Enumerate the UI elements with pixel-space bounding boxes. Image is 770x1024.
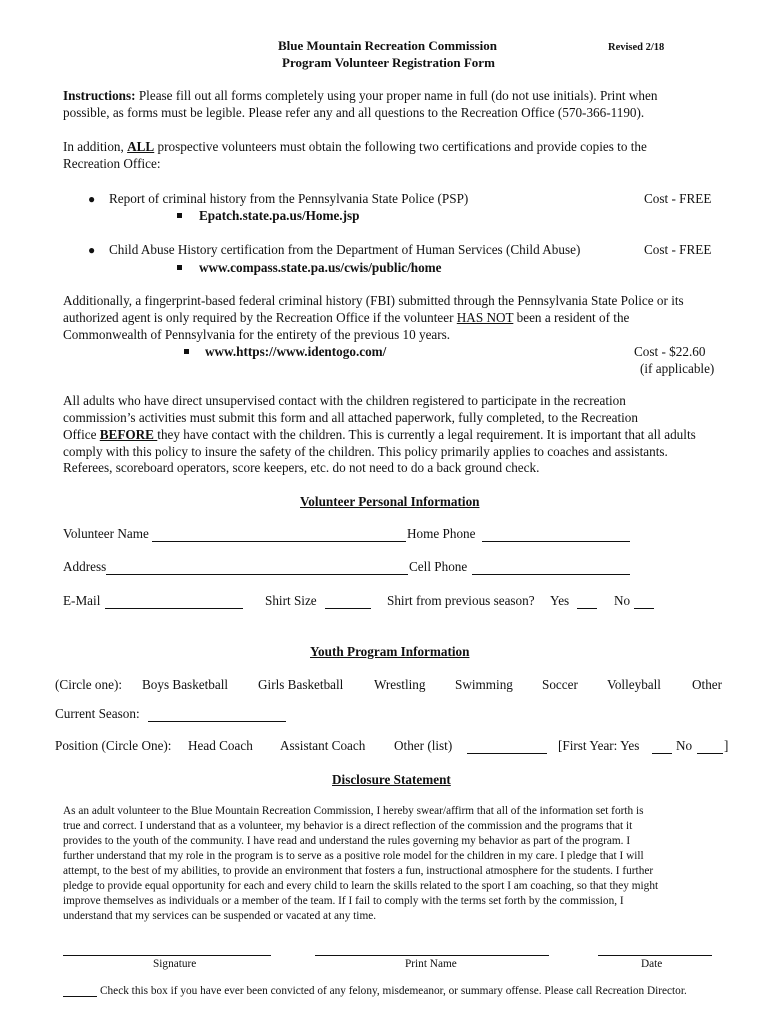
date-field[interactable] bbox=[598, 955, 712, 956]
position-head-coach[interactable]: Head Coach bbox=[188, 738, 253, 753]
adults-line-5: Referees, scoreboard operators, score keepers, etc. do not need to do a back ground check. bbox=[63, 460, 540, 475]
shirt-prev-yes-label: Yes bbox=[550, 593, 570, 608]
program-volleyball[interactable]: Volleyball bbox=[607, 677, 661, 692]
adults-line-3-post: they have contact with the children. This is currently a legal requirement. It is important that all adults bbox=[157, 427, 696, 442]
shirt-prev-yes-field[interactable] bbox=[577, 608, 597, 609]
email-label: E-Mail bbox=[63, 593, 101, 608]
adults-line-1: All adults who have direct unsupervised contact with the children registered to participate in the recreation bbox=[63, 393, 626, 408]
youth-heading: Youth Program Information bbox=[310, 644, 470, 659]
position-other-field[interactable] bbox=[467, 753, 547, 754]
position-label: Position (Circle One): bbox=[55, 738, 172, 753]
fbi-has-not: HAS NOT bbox=[456, 310, 514, 325]
cert-psp-cost: Cost - FREE bbox=[644, 191, 712, 206]
current-season-field[interactable] bbox=[148, 721, 286, 722]
shirt-prev-label: Shirt from previous season? bbox=[387, 593, 535, 608]
addition-line-1 bbox=[63, 139, 647, 155]
bullet-icon: ● bbox=[88, 243, 96, 257]
addition-pre: In addition, bbox=[63, 139, 128, 154]
adults-line-4: comply with this policy to insure the safety of the children. This policy primarily applies to coaches and assistants. bbox=[63, 444, 668, 459]
instructions-text: Please fill out all forms completely using your proper name in full (do not use initials). Print when bbox=[135, 88, 658, 103]
volunteer-name-field[interactable] bbox=[152, 541, 406, 542]
home-phone-label: Home Phone bbox=[407, 526, 476, 541]
adults-before: BEFORE bbox=[99, 427, 158, 442]
date-label: Date bbox=[641, 958, 663, 970]
print-name-label: Print Name bbox=[405, 958, 457, 970]
org-name: Blue Mountain Recreation Commission bbox=[278, 38, 497, 53]
cert-child-abuse-cost: Cost - FREE bbox=[644, 242, 712, 257]
address-label: Address bbox=[63, 559, 107, 574]
fbi-line-2-post: been a resident of the bbox=[513, 310, 630, 325]
program-swimming[interactable]: Swimming bbox=[455, 677, 513, 692]
addition-post: prospective volunteers must obtain the following two certifications and provide copies to the bbox=[154, 139, 647, 154]
shirt-prev-no-label: No bbox=[614, 593, 631, 608]
bullet-icon: ● bbox=[88, 192, 96, 206]
fbi-line-3: Commonwealth of Pennsylvania for the entirety of the previous 10 years. bbox=[63, 327, 451, 342]
instructions-line-2: possible, as forms must be legible. Please refer any and all questions to the Recreation Office (570-366-1190). bbox=[63, 105, 645, 120]
instructions-label: Instructions: bbox=[63, 88, 136, 103]
cert-psp-link[interactable]: Epatch.state.pa.us/Home.jsp bbox=[199, 208, 360, 223]
disclosure-line: As an adult volunteer to the Blue Mountain Recreation Commission, I hereby swear/affirm that all of the information set forth is bbox=[63, 805, 644, 817]
disclosure-line: attempt, to the best of my abilities, to provide an environment that fosters a fun, instructional atmosphere for the students. I further bbox=[63, 865, 654, 877]
disclosure-line: provides to the youth of the community. I have read and understand the rules governing my behavior as part of the program. I bbox=[63, 835, 631, 847]
position-assistant-coach[interactable]: Assistant Coach bbox=[280, 738, 366, 753]
program-girls-basketball[interactable]: Girls Basketball bbox=[258, 677, 344, 692]
fbi-cost-note: (if applicable) bbox=[640, 361, 715, 376]
felony-check-field[interactable] bbox=[63, 996, 97, 997]
cell-phone-field[interactable] bbox=[472, 574, 630, 575]
shirt-size-label: Shirt Size bbox=[265, 593, 317, 608]
fbi-line-2-pre: authorized agent is only required by the Recreation Office if the volunteer bbox=[63, 310, 457, 325]
felony-text: Check this box if you have ever been convicted of any felony, misdemeanor, or summary offense. Please call Recreation Director. bbox=[100, 985, 687, 997]
home-phone-field[interactable] bbox=[482, 541, 630, 542]
first-year-yes-field[interactable] bbox=[652, 753, 672, 754]
shirt-size-field[interactable] bbox=[325, 608, 371, 609]
fbi-line-2 bbox=[63, 310, 629, 326]
first-year-label: [First Year: Yes bbox=[558, 738, 640, 753]
addition-all: ALL bbox=[127, 139, 155, 154]
adults-line-2: commission’s activities must submit this form and all attached paperwork, fully completed, to the Recreation bbox=[63, 410, 638, 425]
addition-line-2: Recreation Office: bbox=[63, 156, 161, 171]
program-wrestling[interactable]: Wrestling bbox=[374, 677, 426, 692]
current-season-label: Current Season: bbox=[55, 706, 140, 721]
square-bullet-icon bbox=[177, 265, 182, 270]
adults-line-3 bbox=[63, 427, 696, 443]
program-soccer[interactable]: Soccer bbox=[542, 677, 578, 692]
disclosure-heading: Disclosure Statement bbox=[332, 772, 451, 787]
volunteer-name-label: Volunteer Name bbox=[63, 526, 149, 541]
fbi-line-1: Additionally, a fingerprint-based federal criminal history (FBI) submitted through the Pennsylvania State Police or its bbox=[63, 293, 684, 308]
position-other-label: Other (list) bbox=[394, 738, 453, 753]
square-bullet-icon bbox=[184, 349, 189, 354]
first-year-no-field[interactable] bbox=[697, 753, 723, 754]
signature-label: Signature bbox=[153, 958, 197, 970]
program-other[interactable]: Other bbox=[692, 677, 723, 692]
program-boys-basketball[interactable]: Boys Basketball bbox=[142, 677, 229, 692]
fbi-link[interactable]: www.https://www.identogo.com/ bbox=[205, 344, 387, 359]
signature-field[interactable] bbox=[63, 955, 271, 956]
disclosure-line: pledge to provide equal opportunity for each and every child to learn the skills related to the sport I am coaching, so that they might bbox=[63, 880, 659, 892]
email-field[interactable] bbox=[105, 608, 243, 609]
first-year-no-label: No bbox=[676, 738, 693, 753]
instructions-line-1 bbox=[63, 88, 657, 104]
cert-psp-text: Report of criminal history from the Pennsylvania State Police (PSP) bbox=[109, 191, 469, 206]
disclosure-line: true and correct. I understand that as a volunteer, my behavior is a direct reflection of the commission and the programs that it bbox=[63, 820, 633, 832]
shirt-prev-no-field[interactable] bbox=[634, 608, 654, 609]
cert-child-abuse-text: Child Abuse History certification from the Department of Human Services (Child Abuse) bbox=[109, 242, 581, 257]
adults-line-3-pre: Office bbox=[63, 427, 100, 442]
disclosure-line: further understand that my role in the program is to serve as a positive role model for the children in my care. I pledge that I will bbox=[63, 850, 644, 862]
revised-date: Revised 2/18 bbox=[608, 42, 665, 53]
square-bullet-icon bbox=[177, 213, 182, 218]
disclosure-line: understand that my services can be suspended or vacated at any time. bbox=[63, 910, 377, 922]
cell-phone-label: Cell Phone bbox=[409, 559, 468, 574]
print-name-field[interactable] bbox=[315, 955, 549, 956]
address-field[interactable] bbox=[106, 574, 408, 575]
form-title: Program Volunteer Registration Form bbox=[282, 55, 495, 70]
cert-child-abuse-link[interactable]: www.compass.state.pa.us/cwis/public/home bbox=[199, 260, 442, 275]
fbi-cost: Cost - $22.60 bbox=[634, 344, 706, 359]
circle-one-label: (Circle one): bbox=[55, 677, 123, 692]
first-year-close: ] bbox=[724, 738, 729, 753]
personal-heading: Volunteer Personal Information bbox=[300, 494, 480, 509]
disclosure-line: improve themselves as individuals or a member of the team. If I fail to comply with the terms set forth by the commission, I bbox=[63, 895, 624, 907]
